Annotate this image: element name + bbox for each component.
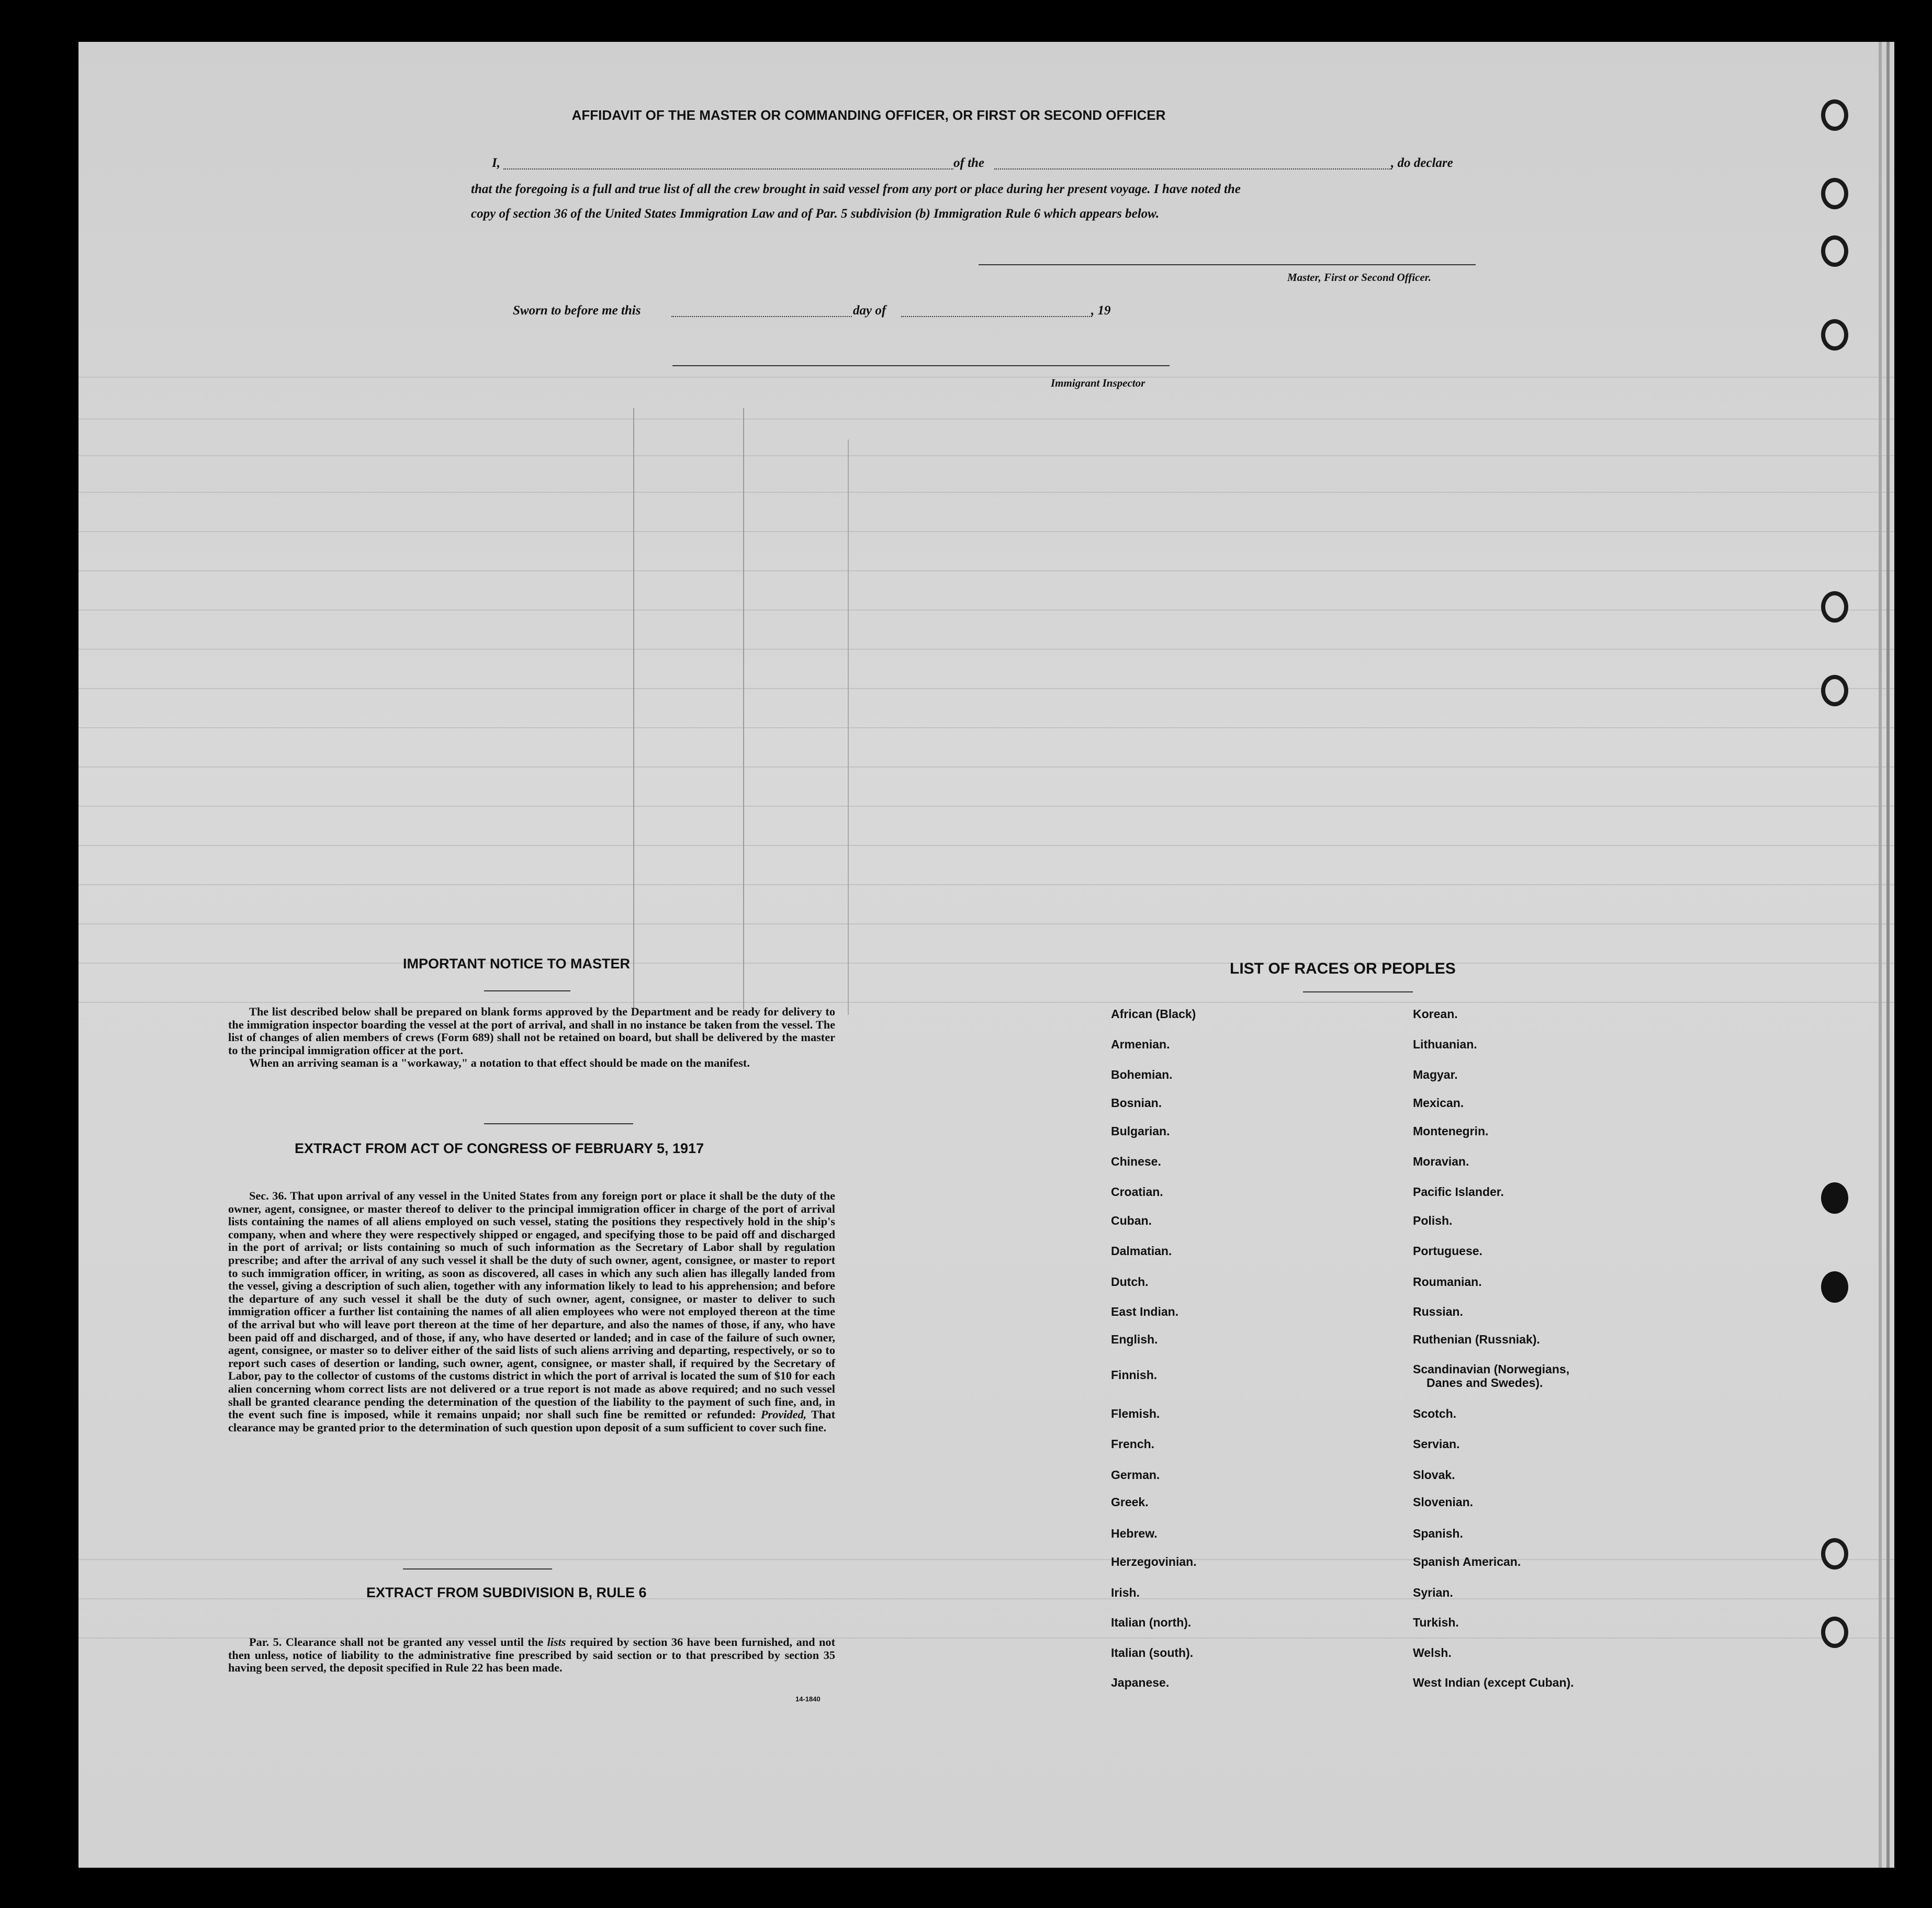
bleed-rule [78,377,1894,378]
race-left: Herzegovinian. [1111,1555,1197,1568]
bleed-rule [78,1559,1894,1560]
race-left: Armenian. [1111,1037,1170,1051]
bleed-rule [78,1598,1894,1599]
race-left: Croatian. [1111,1185,1163,1199]
act-extract-body [228,1190,835,1434]
affidavit-line2: that the foregoing is a full and true list of all the crew brought in said vessel from any port or place during her present voyage. I have noted the [471,182,1241,196]
act-extract-text-2: That clearance may be granted prior to the determination of such question upon deposit of a sum sufficient to cover such fine. [228,1408,836,1434]
bleed-rule [78,570,1894,571]
races-heading: LIST OF RACES OR PEOPLES [1230,960,1456,977]
race-right: Danes and Swedes). [1426,1376,1543,1390]
race-right: West Indian (except Cuban). [1413,1676,1574,1689]
bleed-rule [78,766,1894,767]
race-right: Welsh. [1413,1646,1452,1659]
race-right: Scandinavian (Norwegians, [1413,1362,1570,1376]
race-right: Magyar. [1413,1068,1458,1081]
sworn-month-blank [901,316,1092,317]
bleed-rule [78,455,1894,456]
bleed-column [743,408,744,1010]
race-right: Korean. [1413,1007,1458,1021]
race-right: Roumanian. [1413,1275,1482,1289]
affidavit-of-the-label: of the [953,156,985,170]
inspector-label: Immigrant Inspector [1051,377,1145,389]
rule-extract-text-2: required by section 36 have been furnished, and not then unless, notice of liability to the administrative fine prescribed by said section or to that prescribed by section 35 having been served, the deposit specified in Rule 22 has been made. [228,1635,836,1675]
race-left: Bohemian. [1111,1068,1173,1081]
vessel-blank [994,168,1392,170]
bleed-rule [78,884,1894,885]
master-signature-line [979,264,1476,265]
race-left: Irish. [1111,1586,1140,1599]
affidavit-declare-label: , do declare [1391,156,1453,170]
race-left: English. [1111,1333,1158,1346]
sworn-day-of-label: day of [853,303,886,318]
race-left: Flemish. [1111,1407,1160,1420]
binder-hole [1821,99,1848,131]
race-left: African (Black) [1111,1007,1196,1021]
sworn-year-label: , 19 [1091,303,1111,318]
binder-hole [1821,1182,1848,1214]
races-rule [1303,991,1413,992]
notice-paragraph-1: The list described below shall be prepared on blank forms approved by the Department and be ready for delivery to the immigration inspector boarding the vessel at the port of arrival, and shall in no instance be taken from the vessel. The list of changes of alien members of crews (Form 689) shall not be retained on board, but shall be delivered by the master to the principal immigration officer at the port. [228,1005,835,1057]
act-extract-text-1: Sec. 36. That upon arrival of any vessel in the United States from any foreign port or place it shall be the duty of the owner, agent, consignee, or master thereof to deliver to the principal immigration officer in charge of the port of arrival lists containing the names of all aliens employed on such vessel, stating the positions they respectively hold in the ship's company, when and where they were respectively shipped or engaged, and specifying those to be paid off and discharged in the port of arrival; or lists containing so much of such information as the Secretary of Labor shall by regulation prescribe; and after the arrival of any such vessel it shall be the duty of such owner, agent, consignee, or master to report to such immigration officer, in writing, as soon as discovered, all cases in which any such alien has illegally landed from the vessel, giving a description of such alien, together with any information likely to lead to his apprehension; and before the departure of any such vessel it shall be the duty of such owner, agent, consignee, or master to deliver to such immigration officer a further list containing the names of all alien employees who were not employed thereon at the time of the arrival but who will leave port thereon at the time of her departure, and also the names of those, if any, who have been paid off and discharged, and of those, if any, who have deserted or landed; and in case of the failure of such owner, agent, consignee, or master so to deliver either of the said lists of such aliens arriving and departing, respectively, or so to report such cases of desertion or landing, such owner, agent, consignee, or master shall, if required by the Secretary of Labor, pay to the collector of customs of the customs district in which the port of arrival is located the sum of $10 for each alien concerning whom correct lists are not delivered or a true report is not made as above required; and no such vessel shall be granted clearance pending the determination of the question of the liability to the payment of such fine, and, in the event such fine is imposed, while it remains unpaid; nor shall such fine be remitted or refunded: [228,1189,835,1421]
race-left: Japanese. [1111,1676,1170,1689]
race-left: French. [1111,1437,1155,1451]
bleed-column [633,408,634,1010]
race-left: Cuban. [1111,1214,1152,1227]
notice-paragraph-2: When an arriving seaman is a "workaway," a notation to that effect should be made on the manifest. [249,1056,750,1070]
race-left: Chinese. [1111,1155,1161,1168]
bleed-rule [78,963,1894,964]
bleed-rule [78,923,1894,924]
sworn-label: Sworn to before me this [513,303,641,318]
bleed-rule [78,806,1894,807]
act-extract-paragraph [228,1190,835,1434]
section-rule [403,1568,552,1570]
rule-extract-paragraph [228,1636,835,1675]
bleed-rule [78,688,1894,689]
sworn-day-blank [671,316,852,317]
act-extract-heading: EXTRACT FROM ACT OF CONGRESS OF FEBRUARY 5, 1917 [295,1141,704,1156]
binder-hole [1821,319,1848,351]
notice-heading: IMPORTANT NOTICE TO MASTER [403,956,630,972]
race-left: Italian (south). [1111,1646,1194,1659]
race-right: Pacific Islander. [1413,1185,1504,1199]
race-right: Servian. [1413,1437,1460,1451]
page-edge [1879,42,1882,1868]
bleed-rule [78,845,1894,846]
binder-hole [1821,1271,1848,1303]
affidavit-line3: copy of section 36 of the United States Immigration Law and of Par. 5 subdivision (b) Immigration Rule 6 which appears below. [471,207,1160,221]
race-right: Mexican. [1413,1096,1464,1110]
bleed-rule [78,649,1894,650]
race-right: Polish. [1413,1214,1453,1227]
inspector-signature-line [672,365,1170,366]
rule-extract-body [228,1636,835,1675]
rule-extract-heading: EXTRACT FROM SUBDIVISION B, RULE 6 [366,1585,647,1600]
race-right: Spanish. [1413,1527,1463,1540]
race-left: Dalmatian. [1111,1244,1172,1258]
race-left: Italian (north). [1111,1616,1192,1629]
binder-hole [1821,178,1848,209]
race-left: Dutch. [1111,1275,1149,1289]
race-left: Bosnian. [1111,1096,1162,1110]
form-number: 14-1840 [795,1695,821,1703]
bleed-rule [78,419,1894,420]
bleed-rule [78,531,1894,532]
race-left: Bulgarian. [1111,1124,1170,1138]
binder-hole [1821,1617,1848,1648]
bleed-rule [78,1002,1894,1003]
race-left: Greek. [1111,1495,1149,1509]
binder-hole [1821,1538,1848,1570]
notice-body [228,1006,835,1070]
binder-hole [1821,675,1848,706]
race-right: Montenegrin. [1413,1124,1489,1138]
act-extract-provided: Provided, [760,1408,807,1421]
master-signature-label: Master, First or Second Officer. [1287,271,1431,284]
rule-extract-text-1: Par. 5. Clearance shall not be granted any vessel until the [249,1635,544,1649]
race-right: Russian. [1413,1305,1463,1318]
bleed-rule [78,492,1894,493]
race-right: Spanish American. [1413,1555,1521,1568]
section-rule [484,1123,633,1124]
race-right: Slovak. [1413,1468,1455,1482]
race-left: German. [1111,1468,1160,1482]
bleed-rule [78,727,1894,728]
rule-extract-lists: lists [547,1635,566,1649]
bleed-column [848,439,849,1015]
page-edge [1886,42,1890,1868]
bleed-rule [78,609,1894,611]
race-right: Syrian. [1413,1586,1453,1599]
affidavit-i-label: I, [492,156,500,170]
race-right: Lithuanian. [1413,1037,1477,1051]
binder-hole [1821,235,1848,267]
race-right: Slovenian. [1413,1495,1474,1509]
affidavit-heading: AFFIDAVIT OF THE MASTER OR COMMANDING OFFICER, OR FIRST OR SECOND OFFICER [571,107,1166,123]
name-blank [503,168,953,170]
race-right: Scotch. [1413,1407,1457,1420]
race-left: East Indian. [1111,1305,1179,1318]
notice-rule [484,990,570,991]
race-right: Moravian. [1413,1155,1469,1168]
race-right: Ruthenian (Russniak). [1413,1333,1540,1346]
race-left: Finnish. [1111,1368,1158,1382]
race-left: Hebrew. [1111,1527,1158,1540]
race-right: Turkish. [1413,1616,1459,1629]
binder-hole [1821,591,1848,623]
race-right: Portuguese. [1413,1244,1482,1258]
